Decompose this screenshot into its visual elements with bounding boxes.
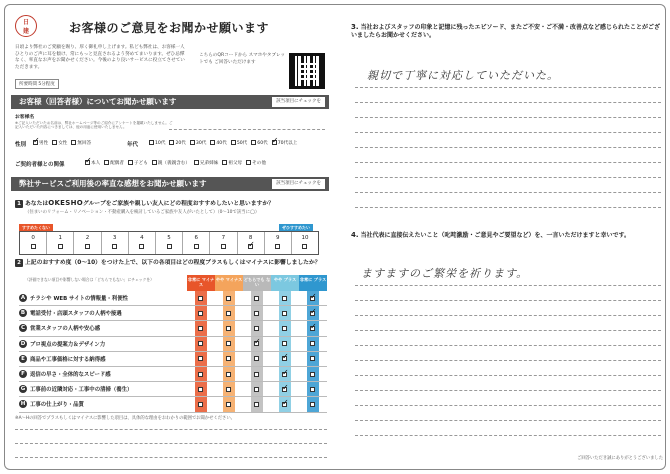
checkbox-icon[interactable] (254, 402, 259, 407)
question-2-text: 上記のおすすめ度（0〜10）をつけた上で、以下の各項目はどの程度プラスもしくはマイナスに影響しましたか？ (25, 260, 321, 266)
checkbox-icon[interactable] (251, 140, 256, 145)
section-customer-title: お客様（回答者様）についてお聞かせ願います (19, 97, 177, 106)
scale-number: 6 (194, 235, 198, 241)
age-option-label: 40代 (216, 141, 227, 146)
checkbox-icon[interactable] (246, 160, 251, 165)
answer-line[interactable] (355, 390, 661, 391)
relation-option[interactable] (152, 160, 190, 166)
answer-line[interactable] (355, 300, 661, 301)
checkbox-icon[interactable] (194, 160, 199, 165)
answer-line[interactable] (355, 132, 661, 133)
customer-name-note: ※ご記入いただいたお名前は、弊社ホームページ等のご紹介にアンケートを掲載いたしません。ご記入いただいた内容につきましては、他の用途に使用いたしません。 (15, 121, 173, 130)
answer-line[interactable] (355, 405, 661, 406)
checkbox-icon[interactable] (310, 372, 315, 377)
relation-option[interactable] (246, 160, 266, 166)
relation-label: ご契約者様との関係 (15, 162, 65, 168)
checkbox-icon[interactable] (302, 244, 307, 249)
row-label: 営業スタッフの人柄や安心感 (30, 326, 101, 333)
scale-low-label: すすめたくない (19, 224, 53, 232)
row-letter: G (20, 386, 26, 393)
age-option-label: 10代 (155, 141, 166, 146)
checkbox-icon[interactable] (282, 326, 287, 331)
checkbox-icon[interactable] (221, 244, 226, 249)
answer-line[interactable] (355, 162, 661, 163)
gender-label: 性別 (15, 142, 27, 148)
reason-line-3[interactable] (15, 457, 327, 458)
question-2-number: 2 (15, 259, 23, 267)
rating-row (19, 306, 327, 321)
age-label: 年代 (127, 142, 139, 148)
question-1-sub: （住まいのリフォーム・リノベーション・不動産購入を検討しているご家族や友人がいたとして）（0〜10で該当に◯） (25, 210, 260, 215)
answer-line[interactable] (355, 207, 661, 208)
relation-option-label: 子ども (134, 161, 148, 166)
question-4-answer[interactable]: ますますのご繁栄を祈ります。 (361, 267, 529, 280)
age-option-label: 50代 (236, 141, 248, 146)
row-label: プロ視点の提案力＆デザイン力 (30, 341, 106, 348)
row-letter: B (20, 310, 26, 317)
checkbox-icon[interactable] (139, 244, 144, 249)
checkbox-icon[interactable] (167, 244, 172, 249)
right-panel (347, 9, 669, 471)
answer-line[interactable] (355, 147, 661, 148)
left-panel (9, 9, 331, 471)
checkbox-icon[interactable] (198, 402, 203, 407)
age-option-label: 70代以上 (277, 141, 298, 146)
gender-options (33, 140, 91, 146)
checkbox-icon[interactable] (194, 244, 199, 249)
rating-column-header: やや プラス (271, 275, 299, 291)
checkbox-icon[interactable] (198, 326, 203, 331)
scale-cell[interactable] (102, 232, 129, 254)
scale-cell[interactable] (129, 232, 156, 254)
row-label: 工事前の近隣対応・工事中の清掃（養生） (30, 387, 133, 394)
row-letter: E (19, 355, 27, 363)
checkbox-icon[interactable] (254, 311, 259, 316)
question-3-number: 3. (351, 23, 359, 31)
age-option[interactable] (251, 140, 267, 146)
scale-cell[interactable] (20, 232, 47, 254)
checkbox-icon[interactable] (71, 140, 76, 145)
age-option[interactable] (231, 140, 247, 146)
relation-option[interactable] (85, 160, 100, 166)
checkbox-icon[interactable] (149, 140, 154, 145)
checkbox-icon[interactable] (169, 140, 174, 145)
scale-number: 4 (140, 235, 144, 241)
scale-cell[interactable] (265, 232, 292, 254)
answer-line[interactable] (355, 435, 661, 436)
checkbox-icon[interactable] (226, 402, 231, 407)
qr-instructions: こちらのQRコードから スマホやタブレットでも ご回答いただけます (199, 53, 286, 65)
checkbox-icon[interactable] (226, 326, 231, 331)
reason-line-1[interactable] (15, 429, 327, 430)
rating-row (19, 367, 327, 382)
row-letter: D (20, 340, 26, 347)
checkbox-icon[interactable] (226, 356, 231, 361)
qr-code-icon[interactable] (289, 53, 325, 89)
question-1-prefix: あなたは (25, 201, 49, 207)
rating-column-header: どちらでも ない (243, 275, 271, 291)
scale-cell[interactable] (183, 232, 210, 254)
answer-line[interactable] (355, 315, 661, 316)
scale-number: 2 (85, 235, 90, 241)
age-option-label: 30代 (195, 141, 207, 146)
scale-number: 3 (112, 235, 117, 241)
row-label: 工事の仕上がり・品質 (30, 402, 84, 409)
scale-cell[interactable] (238, 232, 265, 254)
section-feedback-header (11, 177, 329, 191)
checkbox-icon[interactable] (198, 372, 203, 377)
age-options (149, 140, 297, 146)
scale-cell[interactable] (156, 232, 183, 254)
question-3-text: 当社およびスタッフの印象と記憶に残ったエピソード、またご不安・ご不満・改善点など感じられたことがございましたらお聞かせください。 (351, 24, 660, 39)
checkbox-icon[interactable] (310, 341, 315, 346)
checkbox-icon[interactable] (210, 140, 215, 145)
intro-text: 日頃より弊社のご愛顧を賜り、厚く御礼申し上げます。私ども弊社は、お客様一人ひとりのご声に耳を傾け、常にもっと見直されるよう努めてまいります。ぜひ忌憚なく、率直なお声をお聞かせください。今後のより良いサービスに役立てさせていただきます。 (15, 45, 185, 70)
checkbox-icon[interactable] (310, 356, 315, 361)
age-option[interactable] (169, 140, 185, 146)
checkbox-icon[interactable] (282, 356, 287, 361)
checkbox-icon[interactable] (282, 296, 287, 301)
gender-option-label: 男性 (39, 141, 49, 146)
section-feedback-tag: 該当項目にチェックを (272, 179, 325, 189)
age-option[interactable] (190, 140, 206, 146)
answer-line[interactable] (355, 330, 661, 331)
customer-name-field[interactable] (169, 129, 325, 130)
question-3-answer[interactable]: 親切で丁寧に対応していただいた。 (367, 69, 559, 82)
row-letter: C (20, 325, 26, 332)
question-1-text: グループをご家族や親しい友人にどの程度おすすめしたいと思いますか？ (83, 201, 274, 207)
relation-option-label: 兄弟姉妹 (199, 161, 219, 166)
checkbox-icon[interactable] (254, 387, 259, 392)
relation-option-label: 本人 (91, 161, 101, 166)
scale-number: 5 (167, 235, 171, 241)
checkbox-icon[interactable] (52, 140, 57, 145)
answer-line[interactable] (355, 375, 661, 376)
checkbox-icon[interactable] (198, 311, 203, 316)
checkbox-icon[interactable] (226, 372, 231, 377)
rating-rows (19, 291, 327, 413)
checkbox-icon[interactable] (310, 402, 315, 407)
age-option-label: 60代 (257, 141, 268, 146)
checkbox-icon[interactable] (128, 160, 133, 165)
rating-row (19, 352, 327, 367)
scale-number: 7 (221, 235, 226, 241)
checkbox-icon[interactable] (275, 244, 280, 249)
checkbox-icon[interactable] (222, 160, 227, 165)
answer-line[interactable] (355, 345, 661, 346)
question-3 (351, 23, 665, 40)
age-option[interactable] (272, 140, 298, 146)
rating-row (19, 321, 327, 336)
answer-line[interactable] (355, 285, 661, 286)
checkbox-icon[interactable] (272, 140, 277, 145)
question-2-sub: （評価できない項目や影響しない場合は「どちらでもない」にチェックを） (25, 277, 154, 282)
answer-line[interactable] (355, 420, 661, 421)
brand-logo: OKESHO (48, 199, 84, 207)
relation-option[interactable] (222, 160, 242, 166)
checkbox-icon[interactable] (31, 244, 36, 249)
rating-column-header: 非常に マイナス (187, 275, 215, 291)
scale-number: 10 (301, 235, 309, 241)
checkbox-icon[interactable] (254, 356, 259, 361)
recommend-scale (19, 231, 319, 255)
row-letter: H (20, 401, 26, 408)
gender-option-label: 女性 (58, 141, 68, 146)
checkbox-icon[interactable] (226, 296, 231, 301)
question-1-number: 1 (15, 200, 23, 208)
checkbox-icon[interactable] (104, 160, 109, 165)
age-option[interactable] (149, 140, 165, 146)
checkbox-icon[interactable] (282, 341, 287, 346)
relation-option[interactable] (194, 160, 218, 166)
checkbox-icon[interactable] (152, 160, 157, 165)
row-label: 電話受付・店頭スタッフの人柄や接遇 (30, 311, 122, 318)
relation-option-label: 配偶者 (110, 161, 124, 166)
question-1 (15, 198, 329, 208)
checkbox-icon[interactable] (254, 372, 259, 377)
rating-note: ※A〜Hの回答でプラスもしくはマイナスに影響した項目は、具体的な理由をおわかりの範囲でお聞かせください。 (15, 416, 235, 421)
checkbox-icon[interactable] (231, 140, 236, 145)
rating-row (19, 337, 327, 352)
checkbox-icon[interactable] (58, 244, 63, 249)
checkbox-icon[interactable] (226, 341, 231, 346)
thank-you-footer: ご回答いただき誠にありがとうございました (577, 456, 663, 461)
gender-option-label: 無回答 (77, 141, 92, 146)
question-2 (15, 259, 329, 267)
answer-line[interactable] (355, 360, 661, 361)
rating-row (19, 397, 327, 412)
row-label: 商品や工事価格に対する納得感 (30, 356, 106, 363)
age-option[interactable] (210, 140, 226, 146)
section-feedback-title: 弊社サービスご利用後の率直な感想をお聞かせ願います (19, 179, 207, 188)
scale-cell[interactable] (292, 232, 318, 254)
scale-number: 9 (276, 235, 280, 241)
checkbox-icon[interactable] (248, 244, 253, 249)
rating-column-header: 非常に プラス (299, 275, 327, 291)
scale-cell[interactable] (210, 232, 237, 254)
checkbox-icon[interactable] (226, 311, 231, 316)
checkbox-icon[interactable] (282, 311, 287, 316)
answer-line[interactable] (355, 102, 661, 103)
checkbox-icon[interactable] (198, 296, 203, 301)
row-letter: A (20, 295, 26, 302)
relation-option-label: 祖父母 (228, 161, 243, 166)
customer-name-label: お客様名 (15, 115, 35, 120)
checkbox-icon[interactable] (254, 296, 259, 301)
checkbox-icon[interactable] (310, 296, 315, 301)
gender-option[interactable] (52, 140, 67, 146)
age-option-label: 20代 (175, 141, 186, 146)
question-4 (351, 231, 665, 240)
relation-option[interactable] (104, 160, 124, 166)
checkbox-icon[interactable] (198, 356, 203, 361)
time-required: 所要時間 5分程度 (15, 79, 59, 89)
question-4-text: 当社代表に直接伝えたいこと（叱咤激励・ご意見やご要望など）を、一言いただけますと幸いです。 (360, 232, 631, 239)
rating-row (19, 291, 327, 306)
scale-cell[interactable] (47, 232, 74, 254)
relation-option[interactable] (128, 160, 148, 166)
section-customer-tag: 該当項目にチェックを (272, 97, 325, 107)
gender-option[interactable] (33, 140, 48, 146)
gender-option[interactable] (71, 140, 91, 146)
checkbox-icon[interactable] (282, 387, 287, 392)
checkbox-icon[interactable] (112, 244, 117, 249)
checkbox-icon[interactable] (85, 244, 90, 249)
section-customer-header (11, 95, 329, 109)
answer-line[interactable] (355, 192, 661, 193)
checkbox-icon[interactable] (190, 140, 195, 145)
checkbox-icon[interactable] (282, 372, 287, 377)
scale-number: 0 (31, 235, 35, 241)
scale-number: 8 (248, 235, 253, 241)
row-label: 返信の早さ・全体的なスピード感 (30, 372, 111, 379)
row-label: チラシや WEB サイトの情報量・利便性 (30, 296, 128, 303)
checkbox-icon[interactable] (198, 341, 203, 346)
relation-options (85, 160, 266, 166)
relation-option-label: 親（義親含む） (157, 161, 190, 166)
checkbox-icon[interactable] (254, 341, 259, 346)
scale-number: 1 (58, 235, 63, 241)
answer-line[interactable] (355, 87, 661, 88)
checkbox-icon[interactable] (310, 311, 315, 316)
row-letter: F (19, 370, 27, 378)
checkbox-icon[interactable] (310, 387, 315, 392)
checkbox-icon[interactable] (226, 387, 231, 392)
relation-option-label: その他 (252, 161, 266, 166)
reason-line-2[interactable] (15, 443, 327, 444)
rating-row (19, 382, 327, 397)
answer-line[interactable] (355, 177, 661, 178)
rating-column-header: やや マイナス (215, 275, 243, 291)
checkbox-icon[interactable] (254, 326, 259, 331)
checkbox-icon[interactable] (85, 160, 90, 165)
company-seal: 日 建 (15, 15, 37, 37)
question-4-number: 4. (351, 231, 359, 239)
checkbox-icon[interactable] (33, 140, 38, 145)
scale-high-label: ぜひすすめたい (279, 224, 313, 232)
checkbox-icon[interactable] (198, 387, 203, 392)
scale-cell[interactable] (74, 232, 101, 254)
page-title: お客様のご意見をお聞かせ願います (69, 21, 270, 35)
checkbox-icon[interactable] (282, 402, 287, 407)
answer-line[interactable] (355, 117, 661, 118)
survey-sheet (4, 4, 666, 470)
checkbox-icon[interactable] (310, 326, 315, 331)
